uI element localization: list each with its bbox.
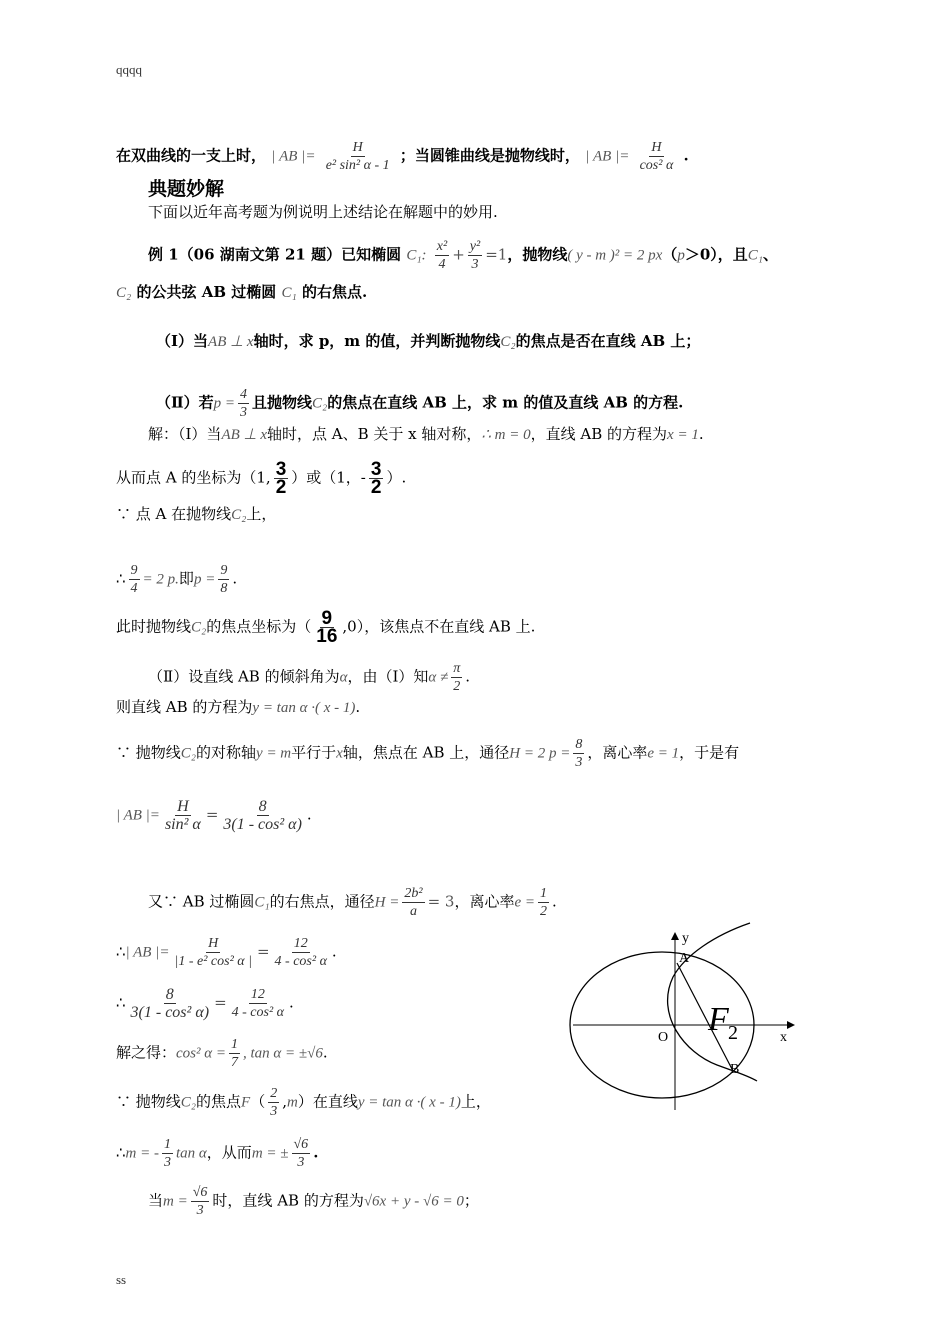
solution-line-2: 从而点 A 的坐标为（1, $\frac{3}{2}$ ）或（1，- $\frac{3}{2}$ ）. xyxy=(116,459,407,498)
section-title: 典题妙解 xyxy=(148,178,225,200)
x-arrow xyxy=(787,1021,795,1029)
solution-line-7: 则直线 AB 的方程为y = tan α ·( x - 1). xyxy=(116,698,361,716)
text: 在双曲线的一支上时， xyxy=(116,146,267,165)
label-x: x xyxy=(780,1030,787,1045)
solution-line-11: ∴| AB |= $\frac{H}{\text{|1 - e² cos² α |}}$ = $\frac{12}{\text{4 - cos² α}}$ . xyxy=(116,936,337,969)
page-footer: ss xyxy=(116,1272,127,1287)
label-a: A xyxy=(679,951,690,966)
example-1-line-2: C₂ 的公共弦 AB 过椭圆 C₁ 的右焦点. xyxy=(116,283,368,301)
label-o: O xyxy=(658,1030,669,1045)
label-y: y xyxy=(682,931,689,946)
question-1: （Ⅰ）当AB ⊥ x轴时，求 p，m 的值，并判断抛物线C₂的焦点是否在直线 AB 上； xyxy=(156,332,701,350)
math: | AB |= xyxy=(585,148,630,165)
solution-line-1: 解：（Ⅰ）当AB ⊥ x轴时，点 A、B 关于 x 轴对称，∴ m = 0，直线 AB 的方程为x = 1. xyxy=(148,425,704,443)
y-arrow xyxy=(671,932,679,940)
label-f-sub: 2 xyxy=(728,1022,738,1044)
text: . xyxy=(683,146,689,165)
solution-line-14: ∵ 抛物线C₂的焦点F（ $\frac{2}{3}$ ,m）在直线y = tan α ·( x - 1)上， xyxy=(116,1086,491,1119)
question-2: （Ⅱ）若p = $\frac{4}{3}$ 且抛物线C₂的焦点在直线 AB 上，求 m 的值及直线 AB 的方程. xyxy=(156,387,684,420)
label-f: F xyxy=(708,1001,729,1038)
solution-line-5: 此时抛物线C₂的焦点坐标为（ $\frac{9}{16}$ ,0），该焦点不在直线 AB 上. xyxy=(116,608,536,647)
solution-line-4: ∴ $\frac{9}{4}$ = 2 p.即p = $\frac{9}{8}$ . xyxy=(116,563,238,596)
solution-line-13: 解之得：cos² α = $\frac{1}{7}$ , tan α = ±√6. xyxy=(116,1037,328,1070)
solution-line-3: ∵ 点 A 在抛物线C₂上， xyxy=(116,505,277,523)
solution-line-9: | AB |= $\frac{H}{\text{sin² α}}$ = $\frac{8}{\text{3(1 - cos² α)}}$ . xyxy=(116,798,312,833)
formula-line-1 xyxy=(116,139,689,174)
solution-line-6: （Ⅱ）设直线 AB 的倾斜角为α，由（Ⅰ）知α ≠ $\frac{\pi}{2}$ . xyxy=(148,661,471,694)
text: ；当圆锥曲线是抛物线时， xyxy=(399,146,580,165)
label-b: B xyxy=(730,1062,740,1077)
fraction: $\frac{H}{\text{e² sin² α - 1}}$ xyxy=(325,140,390,173)
solution-line-15: ∴m = - $\frac{1}{3}$ tan α，从而m = ± $\frac{√6}{3}$ . xyxy=(116,1137,319,1170)
solution-line-16: 当m = $\frac{√6}{3}$ 时，直线 AB 的方程为√6x + y - √6 = 0； xyxy=(148,1185,479,1218)
solution-line-12: ∴ $\frac{8}{\text{3(1 - cos² α)}}$ = $\frac{12}{\text{4 - cos² α}}$ . xyxy=(116,986,294,1021)
solution-line-8: ∵ 抛物线C₂的对称轴y = m平行于x轴，焦点在 AB 上，通径H = 2 p = $\frac{8}{3}$ ，离心率e = 1，于是有 xyxy=(116,737,740,770)
intro-text: 下面以近年高考题为例说明上述结论在解题中的妙用. xyxy=(148,203,498,221)
solution-line-10: 又∵ AB 过椭圆C₁的右焦点，通径H = $\frac{\text{2b²}}{a}$ = 3，离心率e = $\frac{1}{2}$ . xyxy=(148,886,557,919)
fraction: $\frac{H}{\text{cos² α}}$ xyxy=(639,140,674,173)
math: | AB |= xyxy=(271,148,316,165)
example-1-line-1: 例 1（06 湖南文第 21 题）已知椭圆 C₁: $\frac{\text{x²}}{4}$ + $\frac{\text{y²}}{3}$ =1，抛物线( y - m )² = 2 px（p＞0），且C₁、 xyxy=(148,239,779,272)
page-header: qqqq xyxy=(116,62,142,77)
ellipse-parabola-figure xyxy=(565,915,800,1115)
